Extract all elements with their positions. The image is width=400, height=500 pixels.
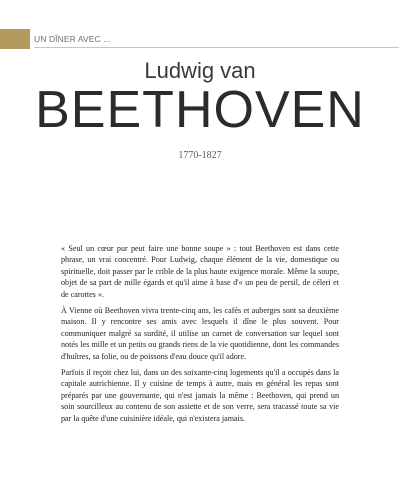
series-color-tab [0, 29, 30, 49]
article-body [61, 243, 339, 429]
body-paragraph-3: Parfois il reçoit chez lui, dans un des soixante-cinq logements qu'il a occupés dans la capitale autrichienne. Il y cuisine de temps à autre, mais en général les repas sont préparés par une gouvernante, qui n'est jamais la même : Beethoven, qui prend un soin sourcilleux au contenu de son assiette et de son verre, sera tracassé toute sa vie par la quête d'une cuisinière idéale, qui n'existera jamais. [61, 368, 339, 423]
series-label: UN DÎNER AVEC ... [34, 34, 111, 44]
composer-name: BEETHOVEN [35, 81, 365, 139]
body-paragraph-1: « Seul un cœur pur peut faire une bonne soupe » : tout Beethoven est dans cette phrase, un vrai concentré. Pour Ludwig, chaque élément de la vie, domestique ou spirituelle, doit passer par le crible de la plus haute exigence morale. Même la soupe, objet de sa part de mille égards et qu'il aime à base d'« un peu de persil, de céleri et de carottes ». [61, 244, 339, 299]
body-paragraph-2: À Vienne où Beethoven vivra trente-cinq ans, les cafés et auberges sont sa deuxième maison. Il y rencontre ses amis avec lesquels il dîne le plus souvent. Pour communiquer malgré sa surdité, il utilise un carnet de conversation sur lequel sont notés les mille et un petits ou grands riens de la vie quotidienne, dont les commandes d'huîtres, sa folie, ou de poissons d'eau douce qu'il adore. [61, 306, 339, 361]
header-rule [34, 47, 399, 48]
composer-dates: 1770-1827 [178, 150, 222, 161]
composer-first-name: Ludwig van [144, 58, 256, 83]
